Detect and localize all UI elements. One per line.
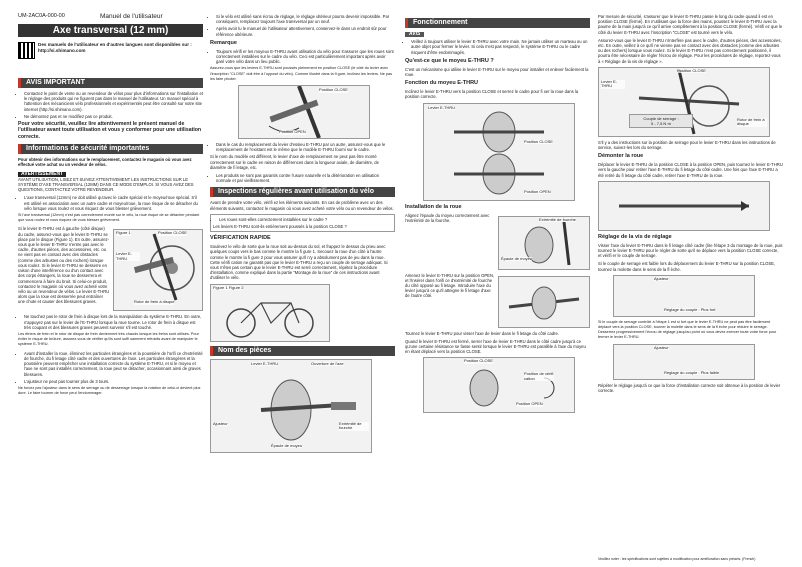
column-1: [18, 14, 203, 399]
remarque-item: • Toujours vérifi er les moyeux E-THRU avant utilisation du vélo pour s'assurer que les roues sont correctement installées sur le cadre du vélo. Ceci est particulièrement important après avoir garé votre vélo dans un lieu public.: [216, 49, 395, 65]
part-shoulder-label: Épaule de moyeu: [271, 442, 303, 448]
bullet2-with-figure: [18, 226, 203, 314]
inspection-q-list: [213, 217, 392, 222]
avis-item: • Ne démontez pas et ne modifiez pas ce produit.: [24, 114, 203, 119]
what-is-heading: Qu'est-ce que le moyeu E-THRU ?: [405, 57, 494, 64]
inspections-heading: Inspections régulières avant utilisation du vélo: [210, 187, 395, 197]
warning-text: AVANT UTILISATION, LISEZ ET SUIVEZ ATTENTIVEMENT LES INSTRUCTIONS SUR LE SYSTÈME D'AXE TRANSVERSAL (12MM) DANS CE MODE D'EMPLOI. SI VOUS AVEZ DES QUESTIONS, CONTACTEZ VOTRE REVENDEUR.: [18, 176, 194, 193]
bullet-4: • Avant d'installer la roue, éliminez les particules étrangères et la poussière de l'orifi ce d'extrémité de fourche, du fi letage côté cadre et des ouvertures de l'axe. Les particules étrangères et la poussière peuvent empêcher une installation correcte du système E-THRU, et si le moyeu et l'axe ne sont pas installés correctement, la roue peut se détacher, occasionnant ainsi de graves blessures.: [24, 351, 203, 377]
note-4: S'il y a des instructions sur la position de serrage pour le levier E-THRU dans les instructions de service, suivez-les lors du serrage.: [598, 139, 776, 151]
figure-1-lever-label: Levier E-THRU: [116, 252, 140, 261]
adjuster-label-2: Ajusteur: [654, 344, 669, 350]
bullet-list-2: [18, 314, 203, 330]
step-2-figure: [498, 276, 590, 328]
adjust-strong-figure: [613, 275, 755, 317]
remarque-list: [210, 49, 395, 65]
step-4b: Assurez-vous que le levier E-THRU n'interfère pas avec le cadre, d'autres pièces, des accessoires, etc. En outre, veillez à ce qu'il ne vienne pas en contact avec des obstacles (comme des arbustes ou des rochers) lorsque vous roulez. Si le levier E-THRU n'est pas correctement positionné, il pourra être nécessaire de régler l'écrou de réglage. Pour les procédures de réglage, reportez-vous à « Réglage de la vis de réglage ».: [598, 37, 782, 64]
bullet-3: • Ne touchez pas le rotor de frein à disque lors de la manipulation du système E-THRU. En outre, n'appuyez pas sur le levier de l'E-THRU lorsque la roue tourne. Le rotor de frein à disque est très coupant et des blessures graves peuvent survenir s'il est touché.: [24, 314, 203, 330]
figure-1-rotor-label: Rotor de frein à disque: [134, 299, 175, 305]
col2-p1: • Si le vélo est utilisé sans écrou de réglage, le réglage ultérieur pourra devenir impossible. Par conséquent, remplacez toujours l'axe transversal par un neuf.: [216, 14, 395, 24]
fonctionnement-heading: Fonctionnement: [405, 18, 590, 28]
torque-figure: [598, 67, 770, 137]
reglage-note: Si le couple de serrage contrôlé à l'étape 1 est si fort que le levier E-THRU ne peut pas être facilement déplacé vers la position CLOSE, tourner la molette dans le sens de la fl èche pour réduire le serrage. Desserrez progressivement l'écrou de réglage jusqu'au point où vous devez exercer toute votre force pour fermer le levier E-THRU.: [598, 319, 777, 340]
col2-bullets: [210, 14, 395, 37]
inspection-q2: Les leviers E-THRU sont-ils entièrement poussés à la position CLOSE ?: [213, 224, 347, 230]
step-2-drawing: [499, 277, 589, 327]
bike-drawing: [211, 285, 329, 341]
install-heading: Installation de la roue: [405, 203, 462, 210]
function-drawing: [424, 104, 574, 200]
col2-bullets-3: [210, 173, 395, 183]
function-text: Inclinez le levier E-THRU vers la position CLOSE et serrez le cadre pour fi xer la roue dans la position correcte.: [405, 89, 579, 100]
header-block: [18, 14, 203, 74]
figure-1-position-label: Position CLOSE: [158, 230, 187, 236]
quick-check-text: Soulevez le vélo de sorte que la roue soit au-dessus du sol, et frappez le dessus du pneu avec quelques coups vers le bas comme le montre la fi gure 1. Secouez la roue d'un côté à l'autre comme le montre la fi gure 2 pour vous assurer qu'il n'y a absolument pas de jeu dans la roue. Cette vérifi cation ne garantit pas que le levier E-THRU a reçu un couple de serrage adéquat. Si vous n'êtes pas certain que le levier E-THRU est serré correctement, répétez la procédure d'installation, comme expliqué dans la partie "Montage de la roue" de ces instructions avant d'utiliser le vélo.: [210, 244, 388, 281]
remove-drawing: [599, 182, 769, 230]
remarque-note: Assurez-vous que les leviers E-THRU sont poussés pleinement en position CLOSE (le côté du levier avec l'inscription "CLOSE" doit être à l'opposé du vélo). Comme illustré dans la fi gure, inclinez les leviers. Ne pas les faire pivoter.: [210, 66, 393, 81]
page-title: Axe transversal (12 mm): [18, 24, 203, 37]
function-lever-label: Levier E-THRU: [428, 104, 456, 110]
torque-value: 5 - 7,5 N·m: [650, 121, 671, 127]
step-4: Par mesure de sécurité, s'assurer que le levier E-THRU passe le long du cadre quand il est en position CLOSE (fermé). En n'utilisant que la force des mains, poussez le levier E-THRU avec la paume de la main jusqu'à ce qu'il arrive complètement à la position CLOSE (fermé). Vérifi ez que le côté du levier E-THRU avec l'inscription "CLOSE" est tourné vers le vélo.: [598, 14, 783, 35]
figure-1-caption: Figure 1: [116, 230, 131, 236]
open-label: Position OPEN: [279, 129, 306, 135]
adjust-weak-figure: [613, 344, 755, 380]
info-lead: Pour obtenir des informations sur le remplacement, contactez le magasin où vous avez effectué votre achat ou un vendeur de vélos.: [18, 157, 192, 168]
torque-callout: [629, 114, 693, 128]
demonter-heading: Démonter la roue: [598, 153, 644, 160]
step-3: Tournez le levier E-THRU pour visser l'axe de levier dans le fi letage du côté cadre.: [405, 330, 559, 336]
part-end-label: Extrémité de fourche: [339, 422, 369, 431]
torque-label: Couple de serrage :: [643, 115, 679, 121]
inspections-text: Avant de prendre votre vélo, vérifi ez les éléments suivants. En cas de problème avec un des éléments suivants, contactez le magasin où vous avez acheté votre vélo ou un revendeur de vélos.: [210, 200, 394, 211]
reglage-1: Visser l'axe du levier E-THRU dans le fi letage côté cadre (lire l'étape 3 du montage de la roue, puis tournez le levier E-THRU pour le régler de sorte qu'il se déplace vers la position CLOSE correcte, et vérifi er le couple de serrage.: [598, 242, 783, 259]
function-figure: [423, 103, 575, 201]
step-1-block: [405, 213, 590, 273]
column-2: [210, 14, 395, 456]
adjuster-label: Ajusteur: [654, 275, 669, 281]
torque-close-label: Position CLOSE: [677, 67, 706, 73]
function-open-label: Position OPEN: [524, 188, 551, 194]
manual-label: Manuel de l'utilisateur: [100, 13, 163, 20]
reglage-heading: Réglage de la vis de réglage: [598, 233, 672, 240]
avis-item: • Contactez le point de vente ou un revendeur de vélos pour plus d'informations sur l'installation et le réglage des produits qui ne figurent pas dans le manuel de l'utilisateur. Un manuel spécial à l'attention des mécaniciens vélo professionnels et expérimentés peut être consulté sur notre site internet (http://si.shimano.com).: [24, 91, 203, 112]
qr-code-icon: [18, 42, 35, 59]
step-3-figure: [423, 357, 575, 413]
rotate-arrow-icon: [544, 378, 554, 398]
warning-label: AVERTISSEMENT: [18, 172, 66, 177]
col2-bullets-2: [210, 142, 395, 152]
strong-label: Réglage du couple : Plus fort: [664, 306, 716, 312]
avis-important-heading: AVIS IMPORTANT: [18, 78, 203, 88]
step-2: Amenez le levier E-THRU sur la position OPEN, et l'insérer dans l'orifi ce d'extrémité de fourche du côté opposé au fi letage. Introduire l'axe du levier jusqu'à ce qu'il atteigne le fi letage d'axe de l'autre côté.: [405, 272, 495, 299]
parts-figure: [210, 359, 372, 453]
function-close-label: Position CLOSE: [524, 138, 553, 144]
warning-list: [18, 195, 203, 211]
col2-p5: • Les produits ne sont pas garantis contre l'usure naturelle et la détérioration en utilisation normale et par vieillissement.: [216, 173, 395, 183]
step-3-close-label: Position CLOSE: [464, 358, 493, 364]
reglage-2: Si le couple de serrage est faible lors du déplacement du levier E-THRU sur la position CLOSE, tournez la molette dans le sens de la fl èche.: [598, 261, 776, 272]
rotor: [689, 86, 729, 126]
step-2-block: [405, 273, 590, 331]
part-lever-label: Levier E-THRU: [251, 360, 279, 366]
parts-drawing: [211, 360, 371, 452]
step-3-open-label: Position OPEN: [516, 401, 543, 407]
note-3: Ne forcez pas l'ajusteur dans le sens de serrage ou de desserrage lorsque la rotation de celui-ci devient plus dure. Le faire tourner de force peut l'endommager.: [18, 385, 201, 396]
step-1-shoulder-label: Épaule de moyeu: [501, 255, 533, 261]
quick-check-heading: VÉRIFICATION RAPIDE: [210, 235, 271, 242]
inspection-questions: [210, 214, 395, 232]
function-heading: Fonction du moyeu E-THRU: [405, 80, 479, 87]
fonct-item: • Veillez à toujours utiliser le levier E-THRU avec votre main. Ne jamais utiliser un marteau ou un autre objet pour fermer le levier. Si cela n'est pas respecté, le système E-THRU ou le cadre risquent d'être endommagés.: [411, 39, 590, 55]
part-adjuster-label: Ajusteur: [213, 420, 228, 426]
bullet-5: • L'ajusteur ne peut pas tourner plus de 3 tours.: [24, 379, 203, 384]
remarque-heading: Remarque: [210, 39, 237, 46]
figure-1-drawing: [114, 230, 202, 310]
torque-rotor-label: Rotor de frein à disque: [737, 118, 767, 127]
dealer-text: Des manuels de l'utilisateur en d'autres langues sont disponibles sur : http://si.shimano.com: [38, 42, 192, 53]
demonter-text: Déplacer le levier E-THRU de la position CLOSE à la position OPEN, puis tournez le levier E-THRU vers la gauche pour retirer l'axe E-THRU du fi letage du côté cadre. Une fois que l'axe E-THRU a été retiré du fi letage du côté cadre, retirer l'axe E-THRU de la roue.: [598, 162, 783, 178]
close-label: Position CLOSE: [319, 87, 348, 93]
avis-tag: AVIS: [405, 32, 424, 37]
torque-lever-label: Levier E-THRU: [601, 80, 625, 89]
arrow-right-icon: [741, 201, 749, 211]
remove-figure: [598, 181, 770, 231]
safety-bold: Pour votre sécurité, veuillez lire attentivement le présent manuel de l'utilisateur avant toute utilisation et vous y conformer pour une utilisation correcte.: [18, 121, 202, 140]
what-is-text: C'est un mécanisme qui utilise le levier E-THRU sur le moyeu pour installer et enlever facilement la roue.: [405, 66, 589, 78]
col2-p4: Si le nom du modèle est différent, le levier d'axe de remplacement ne peut pas être monté correctement sur le cadre en raison de différences dans la longueur axiale, de diamètre, de diamètre de fi letage, etc.: [210, 154, 379, 170]
step-1-figure: [498, 216, 590, 270]
part-axle-label: Ouverture de l'axe: [311, 360, 344, 366]
lever-position-figure: [238, 85, 370, 139]
avis-list: [18, 91, 203, 119]
inspection-q1: • Les roues sont-elles correctement installées sur le cadre ?: [219, 217, 392, 222]
step-1-end-label: Extrémité de fourche: [539, 216, 576, 222]
parts-heading: Nom des pièces: [210, 346, 395, 356]
info-heading: Informations de sécurité importantes: [18, 144, 203, 154]
step-3b: Quand le levier E-THRU est fermé, serrer l'axe de levier E-THRU dans le côté cadre jusqu'à ce qu'une certaine résistance se fasse sentir lorsque le levier E-THRU est parallèle à l'axe du moyeu en étant déplacé vers la position CLOSE.: [405, 338, 586, 355]
footer-note: Veuillez noter : les spécifications sont sujettes à modification pour amélioration sans préavis. (French): [598, 556, 756, 561]
bike-figure: [210, 284, 330, 342]
hub-3: [470, 370, 498, 406]
hub-2: [532, 287, 556, 319]
fork-end: [564, 222, 569, 265]
bullet-list-3: [18, 351, 203, 384]
col2-p2: • Après avoir lu le manuel de l'utilisateur attentivement, conservez-le dans un endroit sûr pour référence ultérieure.: [216, 26, 395, 36]
warning-item: • L'axe transversal (12mm) ne doit utilisé qu'avec le cadre spécial et le moyeu/roue spécial. S'il est utilisé en association avec un autre cadre et moyeu/roue, la roue risque de se détacher du vélo lorsque vous roulez et vous risquez de vous blesser grièvement.: [24, 195, 203, 211]
col2-p3: • Dans le cas du remplacement du levier d'essieu E-THRU par un autre, assurez-vous que le remplacement de l'existant est le même que le modèle E-THRU fourni sur le cadre.: [216, 142, 395, 152]
step-1: Alignez l'épaule du moyeu correctement avec l'extrémité de la fourche.: [405, 212, 490, 223]
reglage-3: Répéter le réglage jusqu'à ce que la force d'installation correcte soit obtenue à la position de levier correcte.: [598, 382, 781, 393]
column-3: [405, 14, 590, 416]
step-3-check-label: Position de vérifi cation: [524, 371, 554, 381]
bullet-2: Si le levier E-THRU est à gauche (côté disque) du cadre, assurez-vous que le levier E-THRU se place par le disque (Figure 1). En outre, assurez-vous que le levier E-THRU n'entre pas avec le cadre, d'autres pièces, des accessoires, etc. ou ne vient pas en contact avec des obstacles (comme des arbustes ou des rochers) lorsque vous roulez. Si le levier E-THRU se desserre en raison d'une interférence ou d'un contact avec des corps étrangers, la roue se desserrera et commencera à faire du bruit. Si celui-ce produit, contactez le magasin où vous avez acheté votre vélo ou un revendeur de vélos. Le levier E-THRU alors que la roue est desserrée peut entraîner une chute et causer des blessures graves.: [18, 226, 110, 305]
note-2: Les étriers de frein et le rotor de disque de frein deviennent très chauds lorsque les freins sont utilisés. Pour éviter le risque de brûlure, assurez-vous de vérifier qu'ils sont suffi samment refroidis avant de manipuler le système E-THRU.: [18, 332, 199, 347]
lever-part: [331, 402, 356, 410]
note-1: Si l'axe transversal (12mm) n'est pas correctement monté sur le vélo, la roue risque de se détacher pendant que vous roulez et vous risquez de vous blesser grièvement.: [18, 213, 200, 223]
doc-id: UM-2AC0A-000-00: [18, 13, 65, 19]
figure-1: [113, 229, 203, 311]
bike-figure-caption: Figure 1 Figure 2: [213, 284, 244, 290]
weak-label: Réglage du couple : Plus faible: [664, 369, 720, 375]
fonct-list: [405, 39, 590, 55]
column-4: [598, 14, 783, 396]
step-3-drawing: [424, 358, 574, 412]
